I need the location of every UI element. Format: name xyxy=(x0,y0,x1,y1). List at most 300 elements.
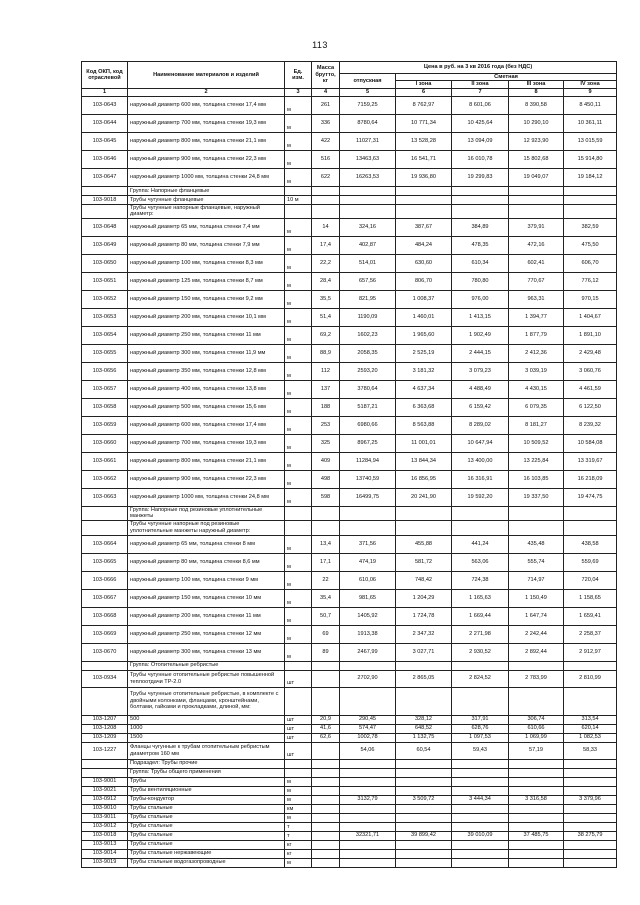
zone-3-price xyxy=(509,840,564,849)
zone-4-price: 2 810,99 xyxy=(564,670,617,687)
material-name: 1500 xyxy=(128,733,285,742)
zone-3-price: 306,74 xyxy=(509,715,564,724)
material-code: 103-9013 xyxy=(82,840,128,849)
table-row xyxy=(82,840,617,849)
table-row xyxy=(82,470,617,488)
material-name: Трубы-кондуктор xyxy=(128,795,285,804)
price-cell: 6980,66 xyxy=(340,416,396,434)
zone-1-price xyxy=(396,849,452,858)
zone-price-cell xyxy=(509,768,564,777)
mass-cell: 22,2 xyxy=(312,254,340,272)
zone-price-cell xyxy=(396,687,452,715)
column-index: 2 xyxy=(128,88,285,96)
zone-3-price: 435,48 xyxy=(509,535,564,553)
zone-2-price: 2 271,98 xyxy=(452,625,509,643)
zone-2-price: 976,00 xyxy=(452,290,509,308)
zone-1-price: 2 865,05 xyxy=(396,670,452,687)
zone-3-price: 6 079,35 xyxy=(509,398,564,416)
zone-3-price: 1 069,99 xyxy=(509,733,564,742)
zone-2-price: 563,06 xyxy=(452,553,509,571)
zone-2-price: 10 647,94 xyxy=(452,434,509,452)
material-code: 103-0655 xyxy=(82,344,128,362)
price-cell: 5187,21 xyxy=(340,398,396,416)
zone-1-price: 4 637,34 xyxy=(396,380,452,398)
unit-cell: м xyxy=(285,398,312,416)
unit-cell: 10 м xyxy=(285,195,312,204)
material-name: наружный диаметр 250 мм, толщина стенки 11 мм xyxy=(128,326,285,344)
material-name: Трубы стальные xyxy=(128,831,285,840)
table-header xyxy=(82,62,617,97)
price-table xyxy=(81,61,617,868)
zone-price-cell xyxy=(396,520,452,535)
price-cell: 1405,92 xyxy=(340,607,396,625)
zone-3-price: 3 039,19 xyxy=(509,362,564,380)
mass-cell xyxy=(312,687,340,715)
mass-cell xyxy=(312,768,340,777)
material-name: Трубы вентиляционные xyxy=(128,786,285,795)
zone-2-price: 39 010,09 xyxy=(452,831,509,840)
unit-cell: м xyxy=(285,380,312,398)
zone-3-price xyxy=(509,195,564,204)
table-row xyxy=(82,326,617,344)
header-zone-3: III зона xyxy=(509,81,564,88)
zone-4-price: 720,04 xyxy=(564,571,617,589)
price-cell xyxy=(340,661,396,670)
material-name: наружный диаметр 900 мм, толщина стенки 22,3 мм xyxy=(128,150,285,168)
zone-3-price: 15 802,68 xyxy=(509,150,564,168)
unit-cell: м xyxy=(285,416,312,434)
mass-cell: 28,4 xyxy=(312,272,340,290)
group-row xyxy=(82,186,617,195)
material-name: наружный диаметр 150 мм, толщина стенки 9,2 мм xyxy=(128,290,285,308)
mass-cell xyxy=(312,742,340,759)
material-name: Трубы стальные нержавеющие xyxy=(128,849,285,858)
material-code: 103-0647 xyxy=(82,168,128,186)
zone-1-price: 387,67 xyxy=(396,218,452,236)
material-name: наружный диаметр 350 мм, толщина стенки 12,8 мм xyxy=(128,362,285,380)
mass-cell: 409 xyxy=(312,452,340,470)
mass-cell: 422 xyxy=(312,132,340,150)
group-row xyxy=(82,768,617,777)
zone-4-price: 8 239,32 xyxy=(564,416,617,434)
table-row xyxy=(82,535,617,553)
material-code: 103-0669 xyxy=(82,625,128,643)
mass-cell: 22 xyxy=(312,571,340,589)
group-code-cell xyxy=(82,687,128,715)
zone-2-price: 1 165,63 xyxy=(452,589,509,607)
zone-2-price: 19 592,20 xyxy=(452,488,509,506)
table-row xyxy=(82,858,617,867)
table-row xyxy=(82,272,617,290)
material-code: 103-0668 xyxy=(82,607,128,625)
zone-3-price: 37 485,75 xyxy=(509,831,564,840)
zone-2-price xyxy=(452,822,509,831)
zone-2-price: 724,38 xyxy=(452,571,509,589)
price-cell xyxy=(340,813,396,822)
material-code: 103-0667 xyxy=(82,589,128,607)
material-name: наружный диаметр 125 мм, толщина стенки 8,7 мм xyxy=(128,272,285,290)
zone-1-price: 806,70 xyxy=(396,272,452,290)
unit-cell: м xyxy=(285,813,312,822)
table-row xyxy=(82,733,617,742)
material-name: наружный диаметр 700 мм, толщина стенки 19,3 мм xyxy=(128,114,285,132)
zone-1-price: 16 856,95 xyxy=(396,470,452,488)
zone-2-price xyxy=(452,849,509,858)
unit-cell: м xyxy=(285,643,312,661)
zone-4-price: 2 258,37 xyxy=(564,625,617,643)
unit-cell xyxy=(285,687,312,715)
table-row xyxy=(82,822,617,831)
zone-4-price xyxy=(564,804,617,813)
material-code: 103-0666 xyxy=(82,571,128,589)
zone-4-price: 6 122,50 xyxy=(564,398,617,416)
material-code: 103-9014 xyxy=(82,849,128,858)
zone-1-price xyxy=(396,813,452,822)
header-mass: Масса брутто, кг xyxy=(312,62,340,89)
table-row xyxy=(82,380,617,398)
table-row xyxy=(82,715,617,724)
price-cell: 402,87 xyxy=(340,236,396,254)
zone-2-price: 2 444,15 xyxy=(452,344,509,362)
zone-price-cell xyxy=(509,186,564,195)
mass-cell: 35,4 xyxy=(312,589,340,607)
zone-1-price xyxy=(396,777,452,786)
zone-3-price: 379,91 xyxy=(509,218,564,236)
zone-3-price: 19 049,07 xyxy=(509,168,564,186)
mass-cell: 622 xyxy=(312,168,340,186)
zone-2-price: 19 299,83 xyxy=(452,168,509,186)
group-code-cell xyxy=(82,768,128,777)
zone-price-cell xyxy=(396,768,452,777)
price-cell: 474,19 xyxy=(340,553,396,571)
table-row xyxy=(82,589,617,607)
mass-cell: 89 xyxy=(312,643,340,661)
table-row xyxy=(82,813,617,822)
zone-4-price: 620,14 xyxy=(564,724,617,733)
zone-4-price: 1 891,10 xyxy=(564,326,617,344)
zone-2-price: 4 488,49 xyxy=(452,380,509,398)
zone-1-price: 1 132,75 xyxy=(396,733,452,742)
zone-price-cell xyxy=(452,204,509,218)
table-row xyxy=(82,742,617,759)
mass-cell xyxy=(312,840,340,849)
zone-3-price: 16 103,85 xyxy=(509,470,564,488)
unit-cell: м xyxy=(285,571,312,589)
group-row xyxy=(82,204,617,218)
zone-2-price: 317,91 xyxy=(452,715,509,724)
table-row xyxy=(82,670,617,687)
mass-cell xyxy=(312,786,340,795)
zone-2-price xyxy=(452,813,509,822)
column-index: 8 xyxy=(509,88,564,96)
header-unit: Ед. изм. xyxy=(285,62,312,89)
material-name: наружный диаметр 400 мм, толщина стенки 13,8 мм xyxy=(128,380,285,398)
zone-1-price: 2 347,32 xyxy=(396,625,452,643)
unit-cell: м xyxy=(285,114,312,132)
column-index: 5 xyxy=(340,88,396,96)
zone-1-price xyxy=(396,840,452,849)
table-row xyxy=(82,344,617,362)
zone-price-cell xyxy=(452,768,509,777)
zone-2-price: 8 289,02 xyxy=(452,416,509,434)
group-code-cell xyxy=(82,661,128,670)
zone-3-price xyxy=(509,777,564,786)
material-code: 103-0649 xyxy=(82,236,128,254)
mass-cell xyxy=(312,849,340,858)
zone-3-price: 2 242,44 xyxy=(509,625,564,643)
material-code: 103-0665 xyxy=(82,553,128,571)
price-cell: 16499,75 xyxy=(340,488,396,506)
zone-1-price xyxy=(396,804,452,813)
table-row xyxy=(82,290,617,308)
zone-1-price: 1 724,78 xyxy=(396,607,452,625)
group-title: Группа: Трубы общего применения xyxy=(128,768,285,777)
zone-4-price: 16 218,09 xyxy=(564,470,617,488)
zone-4-price: 1 082,53 xyxy=(564,733,617,742)
header-zone-2: II зона xyxy=(452,81,509,88)
table-row xyxy=(82,434,617,452)
price-cell: 981,65 xyxy=(340,589,396,607)
zone-4-price xyxy=(564,822,617,831)
zone-price-cell xyxy=(452,687,509,715)
zone-price-cell xyxy=(396,759,452,768)
zone-1-price: 8 762,97 xyxy=(396,96,452,114)
zone-2-price: 16 010,78 xyxy=(452,150,509,168)
mass-cell: 188 xyxy=(312,398,340,416)
price-cell xyxy=(340,840,396,849)
price-cell: 54,06 xyxy=(340,742,396,759)
zone-3-price: 1 394,77 xyxy=(509,308,564,326)
price-cell xyxy=(340,506,396,520)
zone-1-price: 1 965,60 xyxy=(396,326,452,344)
material-code: 103-0912 xyxy=(82,795,128,804)
zone-4-price: 8 450,11 xyxy=(564,96,617,114)
zone-2-price: 780,80 xyxy=(452,272,509,290)
price-cell xyxy=(340,822,396,831)
table-body xyxy=(82,96,617,867)
zone-price-cell xyxy=(509,506,564,520)
table-row xyxy=(82,488,617,506)
mass-cell: 69 xyxy=(312,625,340,643)
zone-2-price xyxy=(452,858,509,867)
zone-4-price: 10 361,11 xyxy=(564,114,617,132)
zone-1-price: 3 181,32 xyxy=(396,362,452,380)
zone-2-price: 1 097,53 xyxy=(452,733,509,742)
zone-4-price xyxy=(564,786,617,795)
zone-4-price: 10 584,08 xyxy=(564,434,617,452)
table-row xyxy=(82,625,617,643)
unit-cell xyxy=(285,661,312,670)
zone-4-price xyxy=(564,858,617,867)
price-cell: 324,16 xyxy=(340,218,396,236)
zone-2-price: 2 824,52 xyxy=(452,670,509,687)
material-code: 103-9010 xyxy=(82,804,128,813)
zone-2-price: 441,24 xyxy=(452,535,509,553)
table-row xyxy=(82,168,617,186)
price-cell: 1190,09 xyxy=(340,308,396,326)
zone-1-price: 648,52 xyxy=(396,724,452,733)
material-name: наружный диаметр 800 мм, толщина стенки 21,1 мм xyxy=(128,132,285,150)
mass-cell xyxy=(312,195,340,204)
zone-3-price xyxy=(509,813,564,822)
price-cell xyxy=(340,849,396,858)
zone-4-price: 2 912,97 xyxy=(564,643,617,661)
zone-1-price: 8 563,88 xyxy=(396,416,452,434)
column-index: 1 xyxy=(82,88,128,96)
group-row xyxy=(82,687,617,715)
material-name: наружный диаметр 150 мм, толщина стенки 10 мм xyxy=(128,589,285,607)
table-row xyxy=(82,724,617,733)
zone-2-price xyxy=(452,777,509,786)
unit-cell: м xyxy=(285,535,312,553)
price-cell: 3780,64 xyxy=(340,380,396,398)
unit-cell: км xyxy=(285,804,312,813)
zone-4-price: 38 275,79 xyxy=(564,831,617,840)
unit-cell: м xyxy=(285,150,312,168)
zone-4-price: 438,58 xyxy=(564,535,617,553)
group-title: Группа: Напорные под резиновые уплотнительные манжеты xyxy=(128,506,285,520)
material-name: Трубы стальные водогазопроводные xyxy=(128,858,285,867)
price-cell: 11284,94 xyxy=(340,452,396,470)
unit-cell: м xyxy=(285,625,312,643)
zone-price-cell xyxy=(509,687,564,715)
unit-cell: кг xyxy=(285,840,312,849)
zone-4-price xyxy=(564,840,617,849)
zone-4-price: 19 184,12 xyxy=(564,168,617,186)
table-row xyxy=(82,607,617,625)
zone-price-cell xyxy=(452,759,509,768)
zone-3-price: 714,97 xyxy=(509,571,564,589)
price-cell: 514,01 xyxy=(340,254,396,272)
column-index-row xyxy=(82,88,617,96)
zone-3-price: 2 892,44 xyxy=(509,643,564,661)
mass-cell: 112 xyxy=(312,362,340,380)
zone-4-price: 1 659,41 xyxy=(564,607,617,625)
zone-3-price: 10 509,52 xyxy=(509,434,564,452)
mass-cell: 41,6 xyxy=(312,724,340,733)
zone-4-price: 1 404,67 xyxy=(564,308,617,326)
table-row xyxy=(82,804,617,813)
zone-3-price: 472,16 xyxy=(509,236,564,254)
material-name: Трубы чугунные фланцевые xyxy=(128,195,285,204)
zone-3-price: 602,41 xyxy=(509,254,564,272)
zone-price-cell xyxy=(509,520,564,535)
zone-4-price: 4 461,59 xyxy=(564,380,617,398)
zone-1-price: 19 936,80 xyxy=(396,168,452,186)
group-row xyxy=(82,520,617,535)
zone-4-price: 559,69 xyxy=(564,553,617,571)
zone-3-price: 610,66 xyxy=(509,724,564,733)
table-row xyxy=(82,236,617,254)
zone-2-price xyxy=(452,195,509,204)
zone-4-price: 970,15 xyxy=(564,290,617,308)
zone-1-price xyxy=(396,858,452,867)
mass-cell: 20,9 xyxy=(312,715,340,724)
price-cell: 13740,59 xyxy=(340,470,396,488)
material-name: Трубы стальные xyxy=(128,804,285,813)
zone-3-price: 10 290,10 xyxy=(509,114,564,132)
material-name: Трубы чугунные отопительные ребристые повышенной теплоотдачи ТР-2.0 xyxy=(128,670,285,687)
group-title: Группа: Отопительные ребристые xyxy=(128,661,285,670)
unit-cell: шт xyxy=(285,742,312,759)
material-name: наружный диаметр 500 мм, толщина стенки 15,6 мм xyxy=(128,398,285,416)
column-index: 3 xyxy=(285,88,312,96)
price-cell: 8967,25 xyxy=(340,434,396,452)
table-row xyxy=(82,96,617,114)
material-code: 103-0643 xyxy=(82,96,128,114)
price-cell xyxy=(340,786,396,795)
price-cell: 371,56 xyxy=(340,535,396,553)
column-index: 9 xyxy=(564,88,617,96)
group-code-cell xyxy=(82,759,128,768)
price-cell: 11027,31 xyxy=(340,132,396,150)
zone-1-price: 13 844,34 xyxy=(396,452,452,470)
table-row xyxy=(82,362,617,380)
unit-cell: м xyxy=(285,96,312,114)
material-name: 1000 xyxy=(128,724,285,733)
material-code: 103-1208 xyxy=(82,724,128,733)
group-code-cell xyxy=(82,520,128,535)
unit-cell: м xyxy=(285,607,312,625)
zone-3-price xyxy=(509,822,564,831)
zone-2-price xyxy=(452,840,509,849)
material-name: 500 xyxy=(128,715,285,724)
zone-2-price: 1 669,44 xyxy=(452,607,509,625)
zone-1-price: 2 525,19 xyxy=(396,344,452,362)
material-name: наружный диаметр 900 мм, толщина стенки 22,3 мм xyxy=(128,470,285,488)
material-code: 103-1207 xyxy=(82,715,128,724)
price-cell xyxy=(340,520,396,535)
table-row xyxy=(82,132,617,150)
zone-1-price: 748,42 xyxy=(396,571,452,589)
mass-cell xyxy=(312,795,340,804)
group-title: Группа: Напорные фланцевые xyxy=(128,186,285,195)
group-title: Трубы чугунные напорные под резиновые уплотнительные манжеты наружный диаметр: xyxy=(128,520,285,535)
material-name: наружный диаметр 800 мм, толщина стенки 21,1 мм xyxy=(128,452,285,470)
price-cell: 13463,63 xyxy=(340,150,396,168)
material-code: 103-0656 xyxy=(82,362,128,380)
table-row xyxy=(82,195,617,204)
table-row xyxy=(82,308,617,326)
mass-cell xyxy=(312,520,340,535)
material-code: 103-0660 xyxy=(82,434,128,452)
material-code: 103-0664 xyxy=(82,535,128,553)
material-name: наружный диаметр 80 мм, толщина стенки 8,6 мм xyxy=(128,553,285,571)
zone-4-price: 382,59 xyxy=(564,218,617,236)
zone-3-price: 963,31 xyxy=(509,290,564,308)
zone-3-price xyxy=(509,804,564,813)
zone-3-price: 19 337,50 xyxy=(509,488,564,506)
zone-4-price: 19 474,75 xyxy=(564,488,617,506)
price-cell xyxy=(340,186,396,195)
group-code-cell xyxy=(82,506,128,520)
mass-cell: 325 xyxy=(312,434,340,452)
unit-cell: м xyxy=(285,452,312,470)
zone-3-price: 1 647,74 xyxy=(509,607,564,625)
price-cell: 1602,23 xyxy=(340,326,396,344)
material-name: Трубы стальные xyxy=(128,840,285,849)
zone-3-price: 12 923,90 xyxy=(509,132,564,150)
zone-4-price xyxy=(564,849,617,858)
price-cell: 32321,71 xyxy=(340,831,396,840)
zone-price-cell xyxy=(396,506,452,520)
zone-2-price: 10 425,64 xyxy=(452,114,509,132)
zone-2-price: 2 930,52 xyxy=(452,643,509,661)
group-title: Подраздел: Трубы прочие xyxy=(128,759,285,768)
mass-cell: 69,2 xyxy=(312,326,340,344)
unit-cell xyxy=(285,204,312,218)
material-code: 103-0646 xyxy=(82,150,128,168)
